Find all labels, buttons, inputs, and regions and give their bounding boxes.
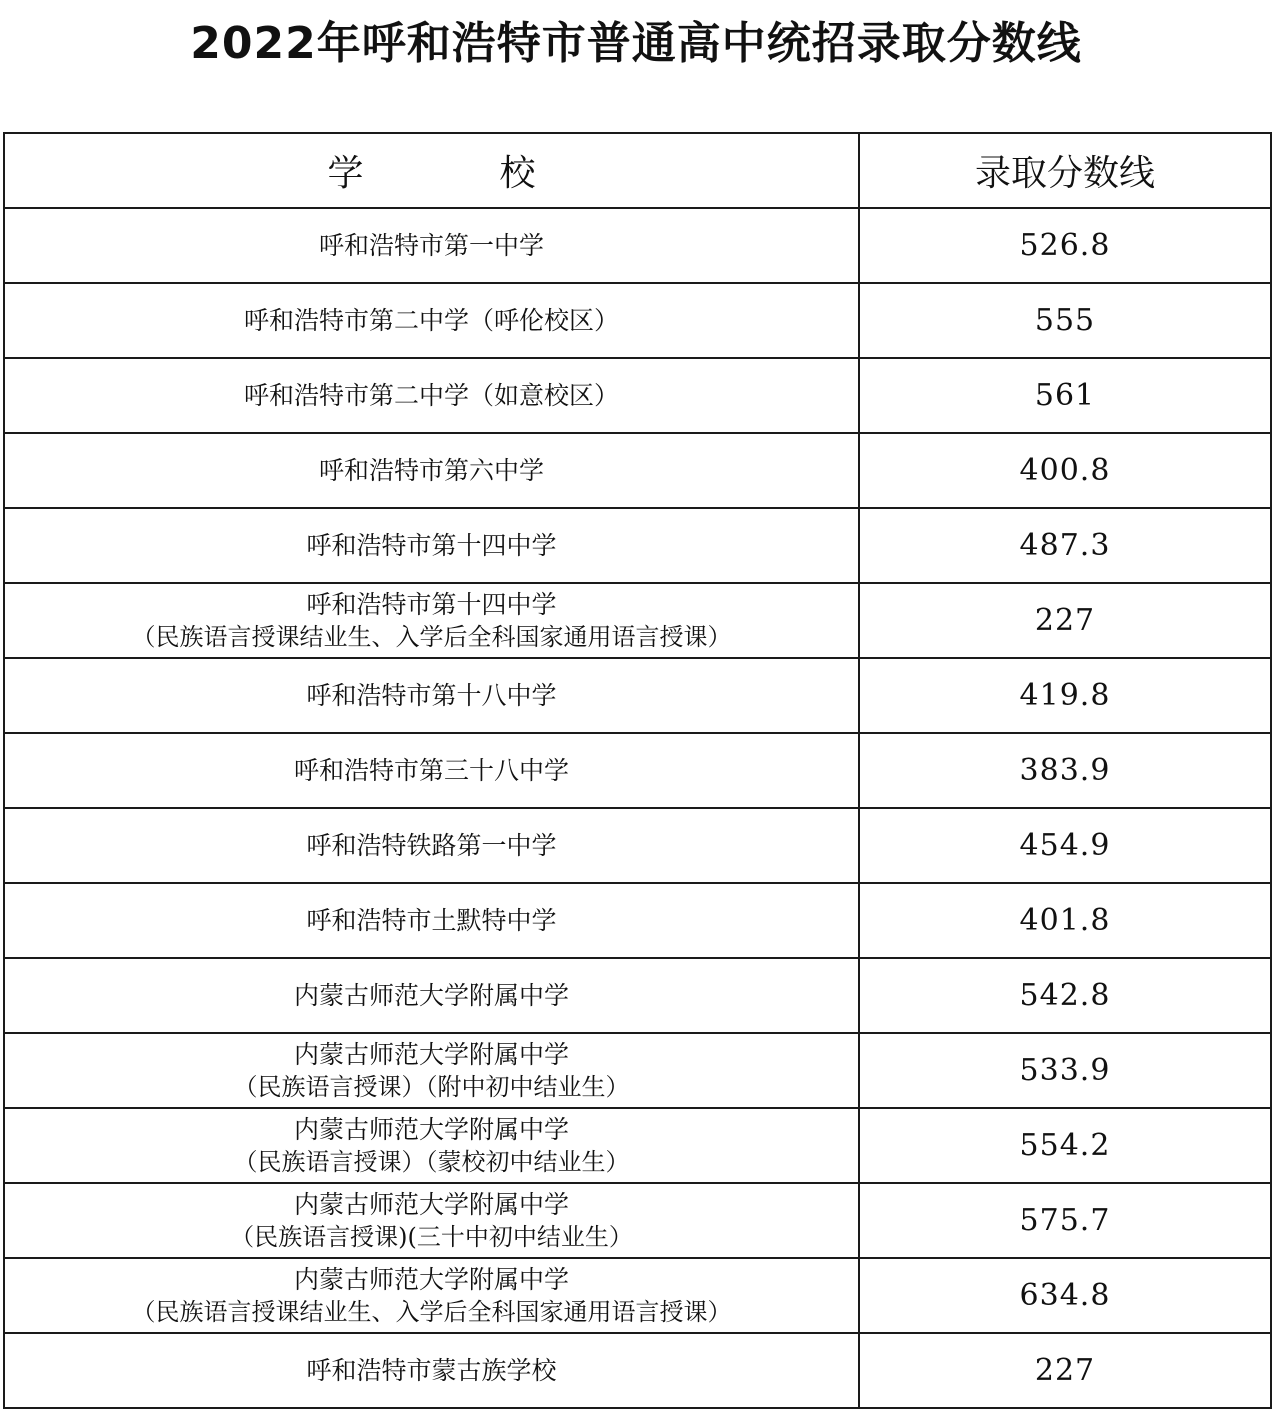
- score-cell: 554.2: [859, 1108, 1271, 1183]
- school-name: 呼和浩特市第二中学（如意校区）: [243, 381, 619, 410]
- school-name-cell: [4, 583, 859, 658]
- school-name-cell: [4, 1258, 859, 1333]
- table-row: [4, 1108, 1271, 1183]
- school-name-cell: [4, 283, 859, 358]
- score-cell: 227: [859, 1333, 1271, 1408]
- school-name: 呼和浩特市第二中学（呼伦校区）: [243, 306, 619, 335]
- school-name-cell: [4, 733, 859, 808]
- table-row: [4, 658, 1271, 733]
- score-cell: 400.8: [859, 433, 1271, 508]
- score-cell: 634.8: [859, 1258, 1271, 1333]
- school-note: （民族语言授课结业生、入学后全科国家通用语言授课）: [131, 623, 732, 651]
- table-row: [4, 583, 1271, 658]
- school-name: 呼和浩特市蒙古族学校: [306, 1356, 557, 1385]
- score-cell: 487.3: [859, 508, 1271, 583]
- school-name-cell: [4, 433, 859, 508]
- score-cell: 401.8: [859, 883, 1271, 958]
- school-name: 内蒙古师范大学附属中学: [293, 981, 569, 1010]
- table-row: [4, 733, 1271, 808]
- school-name-cell: [4, 1183, 859, 1258]
- school-name-cell: [4, 358, 859, 433]
- school-note: （民族语言授课结业生、入学后全科国家通用语言授课）: [131, 1298, 732, 1326]
- school-name-cell: [4, 883, 859, 958]
- table-row: [4, 508, 1271, 583]
- table-row: [4, 1183, 1271, 1258]
- school-name: 呼和浩特市第十八中学: [306, 681, 557, 710]
- school-name: 呼和浩特市土默特中学: [306, 906, 557, 935]
- school-name: 内蒙古师范大学附属中学: [293, 1115, 569, 1144]
- school-name-cell: [4, 658, 859, 733]
- table-row: [4, 433, 1271, 508]
- school-note: （民族语言授课)(三十中初中结业生）: [230, 1223, 633, 1251]
- table-row: [4, 208, 1271, 283]
- school-name: 呼和浩特市第十四中学: [306, 590, 557, 619]
- score-cell: 533.9: [859, 1033, 1271, 1108]
- school-name: 呼和浩特市第三十八中学: [293, 756, 569, 785]
- school-name-cell: [4, 808, 859, 883]
- score-cell: 555: [859, 283, 1271, 358]
- school-name: 呼和浩特铁路第一中学: [306, 831, 557, 860]
- school-name: 内蒙古师范大学附属中学: [293, 1040, 569, 1069]
- table-row: [4, 958, 1271, 1033]
- school-name: 内蒙古师范大学附属中学: [293, 1265, 569, 1294]
- score-cell: 542.8: [859, 958, 1271, 1033]
- school-name-cell: [4, 208, 859, 283]
- score-cell: 561: [859, 358, 1271, 433]
- table-row: [4, 283, 1271, 358]
- school-name: 内蒙古师范大学附属中学: [293, 1190, 569, 1219]
- page-title: 2022年呼和浩特市普通高中统招录取分数线: [190, 18, 1082, 69]
- school-name-cell: [4, 958, 859, 1033]
- table-row: [4, 808, 1271, 883]
- score-cell: 526.8: [859, 208, 1271, 283]
- table-row: [4, 1333, 1271, 1408]
- table-row: [4, 358, 1271, 433]
- score-cell: 575.7: [859, 1183, 1271, 1258]
- school-name-cell: [4, 1333, 859, 1408]
- score-cell: 419.8: [859, 658, 1271, 733]
- school-name-cell: [4, 1108, 859, 1183]
- table-body: [4, 208, 1271, 1408]
- table-row: [4, 883, 1271, 958]
- score-cell: 454.9: [859, 808, 1271, 883]
- school-name: 呼和浩特市第一中学: [318, 231, 544, 260]
- school-note: （民族语言授课）（附中初中结业生）: [233, 1073, 630, 1101]
- school-name-cell: [4, 508, 859, 583]
- score-cell: 383.9: [859, 733, 1271, 808]
- table-row: [4, 1258, 1271, 1333]
- admission-score-table: [3, 132, 1272, 1409]
- header-school: 学 校: [4, 133, 859, 208]
- header-score: 录取分数线: [859, 133, 1271, 208]
- school-name: 呼和浩特市第十四中学: [306, 531, 557, 560]
- score-cell: 227: [859, 583, 1271, 658]
- school-name: 呼和浩特市第六中学: [318, 456, 544, 485]
- school-note: （民族语言授课）（蒙校初中结业生）: [233, 1148, 630, 1176]
- table-header-row: [4, 133, 1271, 208]
- school-name-cell: [4, 1033, 859, 1108]
- table-row: [4, 1033, 1271, 1108]
